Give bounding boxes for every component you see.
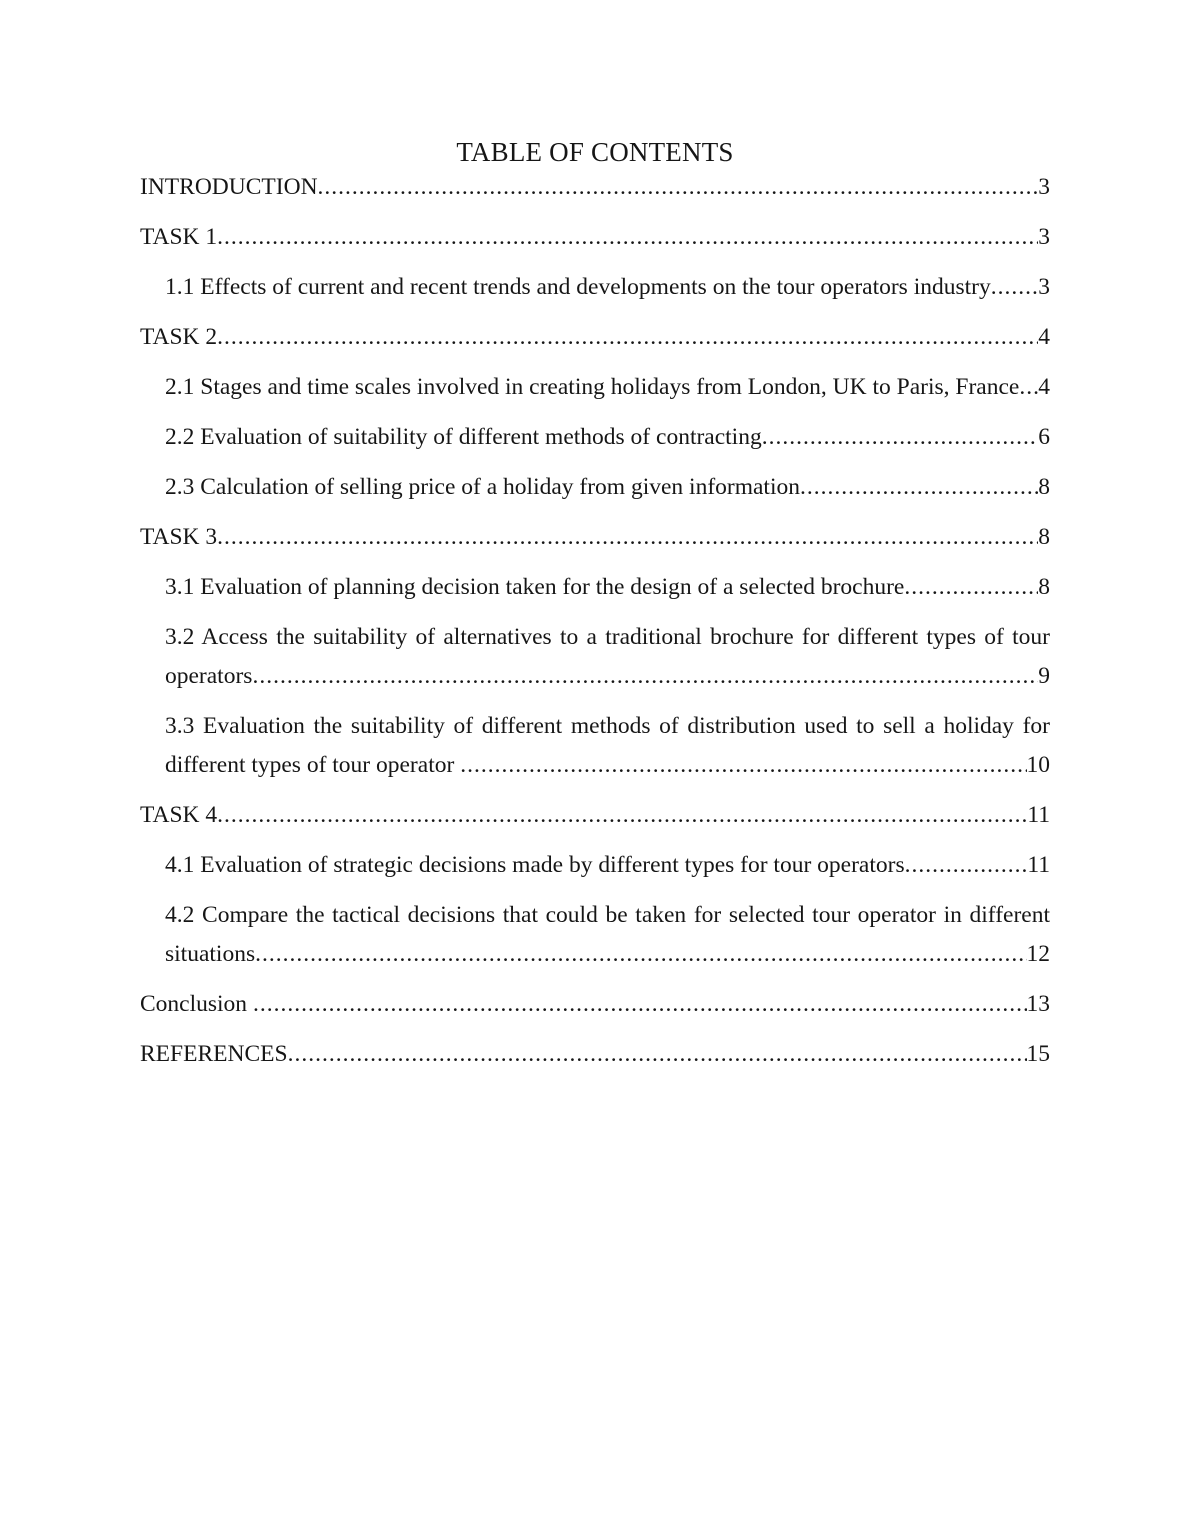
toc-page-number: 3 bbox=[1038, 174, 1050, 200]
toc-page-number: 8 bbox=[1038, 574, 1050, 600]
toc-entry-3-1[interactable] bbox=[140, 568, 1050, 607]
dot-leader bbox=[460, 746, 1026, 785]
table-of-contents bbox=[140, 168, 1050, 1074]
toc-page-number: 6 bbox=[1038, 424, 1050, 450]
toc-page-number: 8 bbox=[1038, 474, 1050, 500]
toc-entry-label: TASK 1 bbox=[140, 224, 218, 250]
toc-page-number: 11 bbox=[1027, 852, 1050, 878]
toc-entry-line1: 3.3 Evaluation the suitability of different methods of distribution used to sell a holiday for bbox=[165, 713, 1050, 739]
toc-entry-2-2[interactable] bbox=[140, 418, 1050, 457]
page-title: TABLE OF CONTENTS bbox=[456, 137, 734, 167]
dot-leader bbox=[217, 796, 1027, 835]
dot-leader bbox=[288, 1035, 1027, 1074]
toc-page-number: 9 bbox=[1038, 663, 1050, 689]
toc-entry-label: TASK 4 bbox=[140, 802, 218, 828]
toc-entry-label: TASK 3 bbox=[140, 524, 218, 550]
dot-leader bbox=[252, 657, 1038, 696]
toc-entry-label: 2.3 Calculation of selling price of a holiday from given information bbox=[165, 474, 800, 500]
toc-entry-line1: 4.2 Compare the tactical decisions that could be taken for selected tour operator in different bbox=[165, 902, 1050, 928]
dot-leader bbox=[904, 568, 1038, 607]
toc-entry-label: 2.2 Evaluation of suitability of different methods of contracting bbox=[165, 424, 762, 450]
toc-entry-label: 2.1 Stages and time scales involved in creating holidays from London, UK to Paris, France bbox=[165, 374, 1020, 400]
dot-leader bbox=[318, 168, 1039, 207]
toc-page-number: 13 bbox=[1026, 991, 1050, 1017]
toc-entry-task-4[interactable] bbox=[140, 796, 1050, 835]
toc-entry-label: INTRODUCTION bbox=[140, 174, 318, 200]
toc-page-number: 12 bbox=[1026, 941, 1050, 967]
toc-page-number: 15 bbox=[1026, 1041, 1050, 1067]
toc-entry-label: Conclusion bbox=[140, 991, 253, 1017]
dot-leader bbox=[253, 985, 1027, 1024]
toc-entry-label: TASK 2 bbox=[140, 324, 218, 350]
toc-entry-label: different types of tour operator bbox=[165, 752, 461, 778]
dot-leader bbox=[217, 518, 1038, 557]
dot-leader bbox=[762, 418, 1039, 457]
toc-entry-task-1[interactable] bbox=[140, 218, 1050, 257]
dot-leader bbox=[217, 218, 1038, 257]
toc-entry-4-2[interactable] bbox=[140, 896, 1050, 974]
toc-entry-3-2[interactable] bbox=[140, 618, 1050, 696]
toc-entry-2-1[interactable] bbox=[140, 368, 1050, 407]
toc-entry-4-1[interactable] bbox=[140, 846, 1050, 885]
toc-entry-references[interactable] bbox=[140, 1035, 1050, 1074]
dot-leader bbox=[255, 935, 1026, 974]
toc-page-number: 10 bbox=[1026, 752, 1050, 778]
toc-page-number: 4 bbox=[1038, 374, 1050, 400]
toc-entry-line1: 3.2 Access the suitability of alternatives to a traditional brochure for different types of tour bbox=[165, 624, 1050, 650]
dot-leader bbox=[905, 846, 1028, 885]
toc-page-number: 3 bbox=[1038, 274, 1050, 300]
toc-entry-label: operators bbox=[165, 663, 253, 689]
toc-page-number: 11 bbox=[1027, 802, 1050, 828]
dot-leader bbox=[800, 468, 1038, 507]
toc-entry-label: 3.1 Evaluation of planning decision taken for the design of a selected brochure bbox=[165, 574, 905, 600]
dot-leader bbox=[217, 318, 1038, 357]
toc-entry-1-1[interactable] bbox=[140, 268, 1050, 307]
toc-entry-label: 4.1 Evaluation of strategic decisions made by different types for tour operators bbox=[165, 852, 905, 878]
toc-entry-3-3[interactable] bbox=[140, 707, 1050, 785]
toc-entry-conclusion[interactable] bbox=[140, 985, 1050, 1024]
toc-entry-introduction[interactable] bbox=[140, 168, 1050, 207]
toc-entry-task-2[interactable] bbox=[140, 318, 1050, 357]
toc-entry-label: REFERENCES bbox=[140, 1041, 288, 1067]
toc-page-number: 8 bbox=[1038, 524, 1050, 550]
toc-page-number: 4 bbox=[1038, 324, 1050, 350]
dot-leader bbox=[991, 268, 1039, 307]
toc-entry-label: situations bbox=[165, 941, 256, 967]
dot-leader bbox=[1019, 368, 1038, 407]
toc-entry-label: 1.1 Effects of current and recent trends and developments on the tour operators industry bbox=[165, 274, 991, 300]
toc-entry-task-3[interactable] bbox=[140, 518, 1050, 557]
toc-page-number: 3 bbox=[1038, 224, 1050, 250]
toc-entry-2-3[interactable] bbox=[140, 468, 1050, 507]
